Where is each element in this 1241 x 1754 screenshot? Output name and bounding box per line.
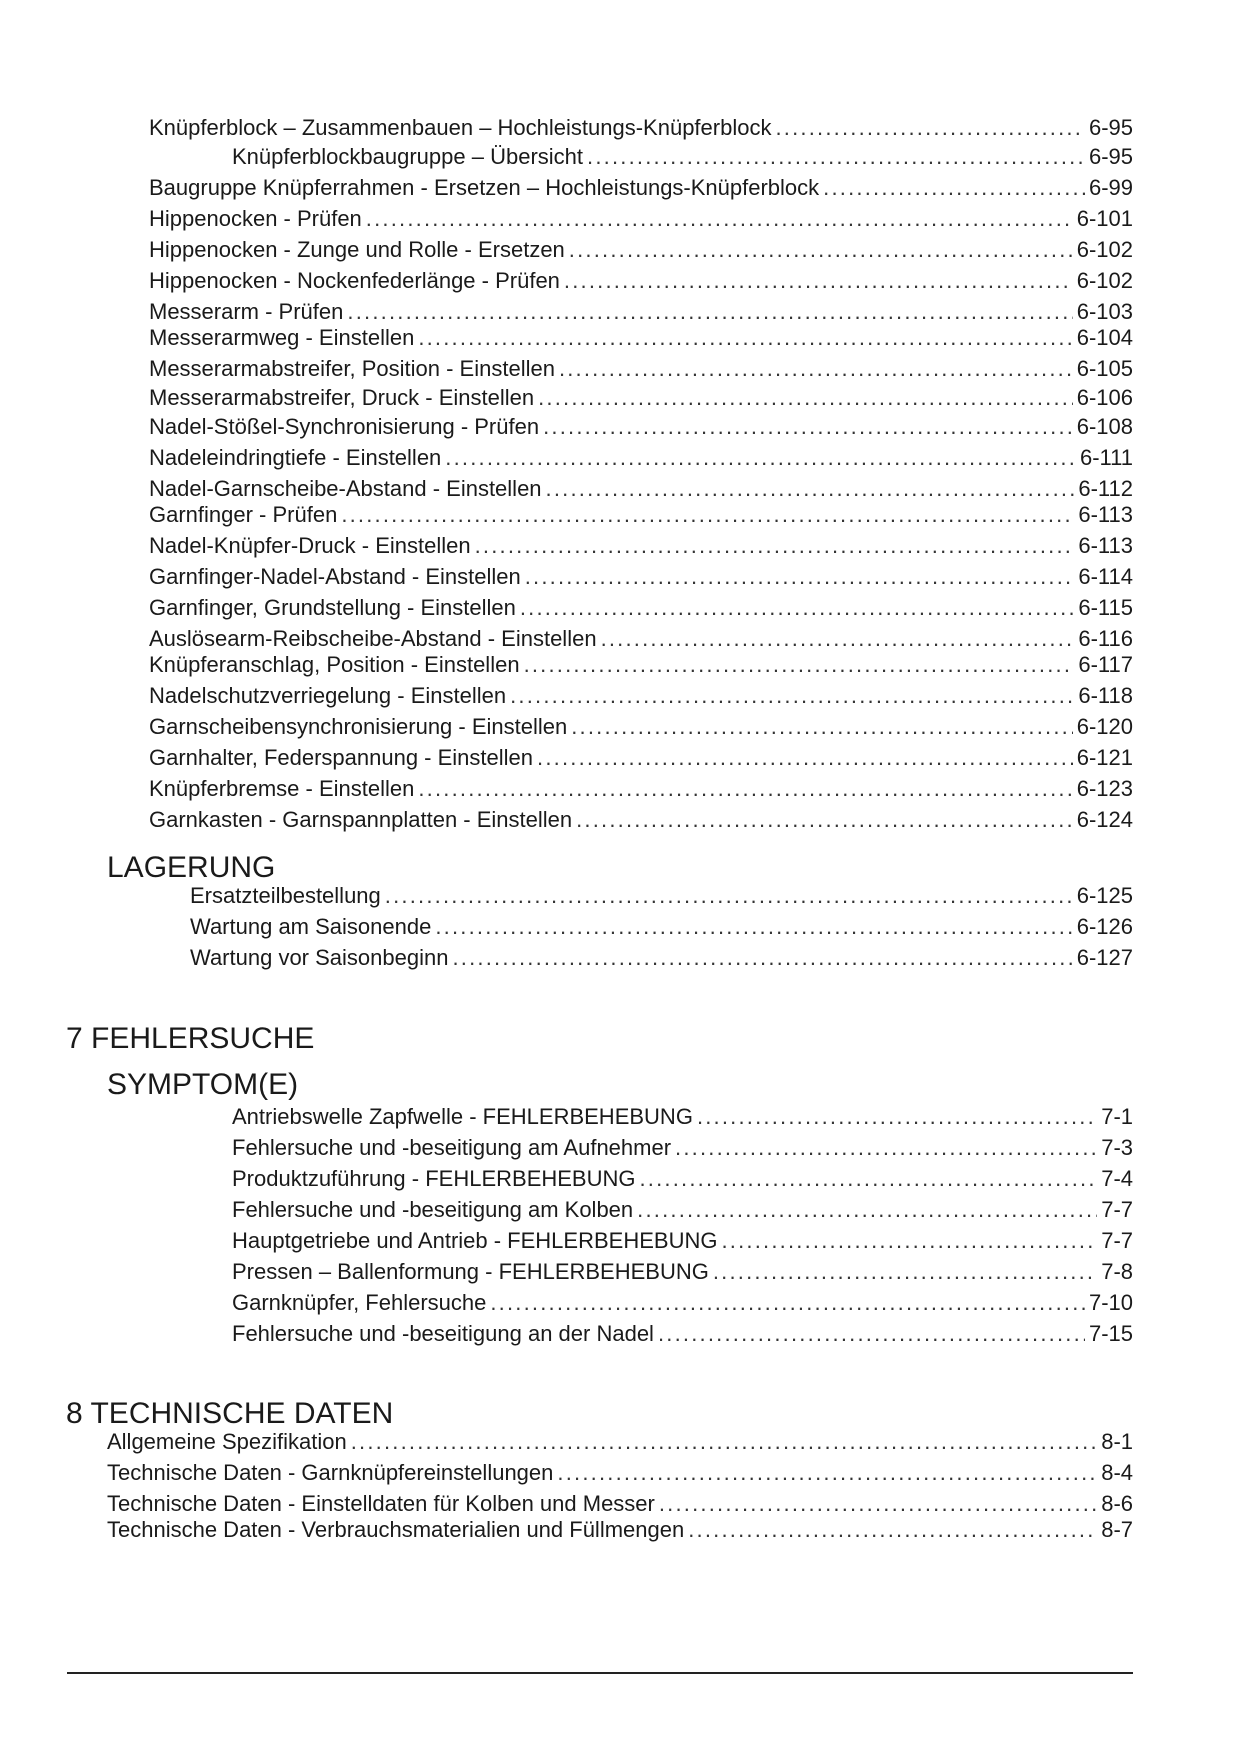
toc-entry-page: 6-115 — [1078, 595, 1133, 620]
toc-entry-title: Technische Daten - Garnknüpfereinstellungen — [107, 1460, 554, 1485]
toc-entry-page: 6-127 — [1076, 945, 1133, 970]
toc-entry-page: 6-114 — [1078, 564, 1133, 589]
toc-entry[interactable] — [149, 445, 1133, 471]
toc-entry-title: Garnscheibensynchronisierung - Einstellen — [149, 714, 568, 739]
toc-entry-page: 8-7 — [1101, 1517, 1133, 1542]
toc-entry-title: Fehlersuche und -beseitigung am Aufnehmer — [232, 1135, 672, 1160]
toc-dot-leader — [546, 476, 1075, 502]
toc-dot-leader — [445, 445, 1076, 471]
toc-entry[interactable] — [149, 237, 1133, 263]
toc-entry-title: Knüpferbremse - Einstellen — [149, 776, 415, 801]
toc-entry-title: Antriebswelle Zapfwelle - FEHLERBEHEBUNG — [232, 1104, 693, 1129]
toc-entry-title: Garnfinger-Nadel-Abstand - Einstellen — [149, 564, 521, 589]
toc-entry-page: 6-123 — [1076, 776, 1133, 801]
toc-entry[interactable] — [149, 325, 1133, 351]
toc-entry-page: 7-8 — [1101, 1259, 1133, 1284]
toc-entry-page: 6-101 — [1076, 206, 1133, 231]
toc-entry-title: Messerarmweg - Einstellen — [149, 325, 415, 350]
toc-entry[interactable] — [232, 144, 1133, 170]
toc-entry-page: 6-112 — [1078, 476, 1133, 501]
toc-entry[interactable] — [107, 1429, 1133, 1455]
toc-dot-leader — [775, 115, 1084, 141]
toc-dot-leader — [366, 206, 1073, 232]
toc-entry[interactable] — [149, 115, 1133, 141]
chapter-heading-7: 7 FEHLERSUCHE — [66, 1022, 315, 1055]
toc-entry[interactable] — [149, 206, 1133, 232]
toc-entry-title: Allgemeine Spezifikation — [107, 1429, 347, 1454]
toc-entry[interactable] — [149, 476, 1133, 502]
toc-entry-page: 6-124 — [1076, 807, 1133, 832]
toc-entry-page: 6-99 — [1088, 175, 1133, 200]
toc-entry-page: 6-108 — [1076, 414, 1133, 439]
toc-entry-title: Knüpferblock – Zusammenbauen – Hochleistungs-Knüpferblock — [149, 115, 772, 140]
toc-entry-page: 6-113 — [1078, 502, 1133, 527]
toc-dot-leader — [524, 652, 1075, 678]
section-heading-symptome: SYMPTOM(E) — [107, 1068, 299, 1101]
toc-dot-leader — [587, 144, 1085, 170]
footer-rule — [67, 1672, 1133, 1674]
toc-dot-leader — [351, 1429, 1098, 1455]
toc-entry-title: Messerarmabstreifer, Position - Einstellen — [149, 356, 555, 381]
toc-entry-title: Produktzuführung - FEHLERBEHEBUNG — [232, 1166, 636, 1191]
toc-entry-page: 6-106 — [1076, 385, 1133, 410]
toc-entry[interactable] — [149, 533, 1133, 559]
toc-entry-page: 7-10 — [1088, 1290, 1133, 1315]
toc-entry-page: 6-126 — [1076, 914, 1133, 939]
toc-dot-leader — [538, 385, 1073, 411]
toc-entry-page: 6-113 — [1078, 533, 1133, 558]
section-heading-lagerung: LAGERUNG — [107, 851, 276, 884]
toc-entry-page: 7-4 — [1101, 1166, 1133, 1191]
toc-entry-title: Fehlersuche und -beseitigung am Kolben — [232, 1197, 634, 1222]
toc-dot-leader — [601, 626, 1075, 652]
toc-entry-page: 8-1 — [1101, 1429, 1133, 1454]
toc-dot-leader — [571, 714, 1072, 740]
toc-entry-page: 6-116 — [1078, 626, 1133, 651]
toc-dot-leader — [640, 1166, 1098, 1192]
toc-entry[interactable] — [149, 595, 1133, 621]
toc-entry[interactable] — [149, 683, 1133, 709]
toc-entry-page: 6-125 — [1076, 883, 1133, 908]
toc-entry[interactable] — [190, 945, 1133, 971]
toc-entry[interactable] — [149, 175, 1133, 201]
toc-dot-leader — [418, 776, 1072, 802]
toc-dot-leader — [435, 914, 1072, 940]
toc-entry[interactable] — [149, 626, 1133, 652]
toc-entry-page: 7-3 — [1101, 1135, 1133, 1160]
toc-entry-page: 7-15 — [1088, 1321, 1133, 1346]
toc-entry[interactable] — [190, 883, 1133, 909]
toc-dot-leader — [637, 1197, 1097, 1223]
toc-dot-leader — [569, 237, 1073, 263]
toc-entry[interactable] — [149, 299, 1133, 325]
toc-dot-leader — [341, 502, 1074, 528]
toc-entry[interactable] — [232, 1321, 1133, 1347]
toc-dot-leader — [721, 1228, 1097, 1254]
toc-entry-title: Hippenocken - Prüfen — [149, 206, 362, 231]
toc-entry-title: Hippenocken - Zunge und Rolle - Ersetzen — [149, 237, 565, 262]
toc-entry[interactable] — [232, 1135, 1133, 1161]
toc-entry[interactable] — [149, 776, 1133, 802]
toc-entry-title: Messerarm - Prüfen — [149, 299, 344, 324]
toc-entry-title: Hippenocken - Nockenfederlänge - Prüfen — [149, 268, 560, 293]
toc-entry-title: Wartung am Saisonende — [190, 914, 432, 939]
toc-entry-title: Hauptgetriebe und Antrieb - FEHLERBEHEBUNG — [232, 1228, 718, 1253]
toc-entry[interactable] — [232, 1259, 1133, 1285]
toc-entry[interactable] — [232, 1197, 1133, 1223]
toc-dot-leader — [347, 299, 1072, 325]
toc-entry-title: Nadeleindringtiefe - Einstellen — [149, 445, 442, 470]
toc-dot-leader — [557, 1460, 1097, 1486]
toc-entry-page: 6-95 — [1088, 144, 1133, 169]
toc-dot-leader — [537, 745, 1073, 771]
toc-entry-page: 6-103 — [1076, 299, 1133, 324]
toc-entry-title: Pressen – Ballenformung - FEHLERBEHEBUNG — [232, 1259, 709, 1284]
toc-entry[interactable] — [149, 268, 1133, 294]
toc-entry-title: Baugruppe Knüpferrahmen - Ersetzen – Hochleistungs-Knüpferblock — [149, 175, 820, 200]
toc-entry-title: Fehlersuche und -beseitigung an der Nadel — [232, 1321, 654, 1346]
toc-dot-leader — [658, 1321, 1085, 1347]
toc-entry-page: 6-95 — [1088, 115, 1133, 140]
toc-entry[interactable] — [232, 1104, 1133, 1130]
toc-dot-leader — [543, 414, 1073, 440]
toc-entry-title: Nadel-Knüpfer-Druck - Einstellen — [149, 533, 471, 558]
toc-dot-leader — [385, 883, 1073, 909]
toc-entry-page: 6-120 — [1076, 714, 1133, 739]
toc-dot-leader — [823, 175, 1085, 201]
toc-entry-title: Technische Daten - Einstelldaten für Kolben und Messer — [107, 1491, 655, 1516]
toc-dot-leader — [688, 1517, 1097, 1543]
toc-dot-leader — [475, 533, 1075, 559]
toc-entry-title: Nadel-Garnscheibe-Abstand - Einstellen — [149, 476, 542, 501]
toc-dot-leader — [490, 1290, 1085, 1316]
toc-entry-title: Garnfinger - Prüfen — [149, 502, 338, 527]
toc-entry-title: Technische Daten - Verbrauchsmaterialien und Füllmengen — [107, 1517, 685, 1542]
toc-entry-page: 6-121 — [1076, 745, 1133, 770]
toc-dot-leader — [418, 325, 1072, 351]
toc-entry-page: 6-102 — [1076, 237, 1133, 262]
toc-entry-title: Garnhalter, Federspannung - Einstellen — [149, 745, 534, 770]
toc-entry-page: 6-111 — [1079, 445, 1133, 470]
toc-entry[interactable] — [149, 356, 1133, 382]
toc-entry[interactable] — [149, 385, 1133, 411]
toc-entry-page: 8-6 — [1101, 1491, 1133, 1516]
toc-entry[interactable] — [232, 1290, 1133, 1316]
toc-entry[interactable] — [232, 1166, 1133, 1192]
toc-entry[interactable] — [149, 745, 1133, 771]
toc-entry-page: 6-118 — [1078, 683, 1133, 708]
toc-dot-leader — [659, 1491, 1097, 1517]
toc-entry[interactable] — [149, 414, 1133, 440]
toc-entry-title: Auslösearm-Reibscheibe-Abstand - Einstellen — [149, 626, 597, 651]
toc-entry-title: Nadel-Stößel-Synchronisierung - Prüfen — [149, 414, 540, 439]
toc-dot-leader — [525, 564, 1075, 590]
toc-dot-leader — [564, 268, 1073, 294]
toc-entry-page: 8-4 — [1101, 1460, 1133, 1485]
toc-dot-leader — [576, 807, 1073, 833]
toc-dot-leader — [559, 356, 1073, 382]
toc-dot-leader — [510, 683, 1074, 709]
toc-entry[interactable] — [149, 714, 1133, 740]
toc-entry[interactable] — [232, 1228, 1133, 1254]
toc-dot-leader — [697, 1104, 1097, 1130]
toc-entry[interactable] — [190, 914, 1133, 940]
toc-entry-title: Ersatzteilbestellung — [190, 883, 381, 908]
toc-entry-page: 6-102 — [1076, 268, 1133, 293]
toc-entry-page: 7-1 — [1101, 1104, 1133, 1129]
toc-dot-leader — [713, 1259, 1097, 1285]
toc-entry[interactable] — [107, 1491, 1133, 1517]
toc-entry[interactable] — [149, 652, 1133, 678]
toc-entry-title: Knüpferblockbaugruppe – Übersicht — [232, 144, 584, 169]
toc-entry-title: Garnknüpfer, Fehlersuche — [232, 1290, 487, 1315]
toc-dot-leader — [675, 1135, 1097, 1161]
toc-entry[interactable] — [107, 1460, 1133, 1486]
toc-entry-title: Wartung vor Saisonbeginn — [190, 945, 449, 970]
toc-entry-title: Garnkasten - Garnspannplatten - Einstellen — [149, 807, 573, 832]
toc-entry-title: Messerarmabstreifer, Druck - Einstellen — [149, 385, 535, 410]
toc-entry-title: Garnfinger, Grundstellung - Einstellen — [149, 595, 516, 620]
toc-entry-page: 6-105 — [1076, 356, 1133, 381]
toc-entry[interactable] — [107, 1517, 1133, 1543]
toc-dot-leader — [520, 595, 1074, 621]
toc-entry-title: Knüpferanschlag, Position - Einstellen — [149, 652, 520, 677]
toc-entry-page: 6-117 — [1078, 652, 1133, 677]
toc-entry[interactable] — [149, 502, 1133, 528]
toc-entry-page: 7-7 — [1101, 1228, 1133, 1253]
toc-entry[interactable] — [149, 564, 1133, 590]
toc-entry-title: Nadelschutzverriegelung - Einstellen — [149, 683, 507, 708]
toc-entry[interactable] — [149, 807, 1133, 833]
chapter-heading-8: 8 TECHNISCHE DATEN — [66, 1397, 394, 1430]
toc-entry-page: 6-104 — [1076, 325, 1133, 350]
toc-entry-page: 7-7 — [1101, 1197, 1133, 1222]
toc-dot-leader — [452, 945, 1072, 971]
